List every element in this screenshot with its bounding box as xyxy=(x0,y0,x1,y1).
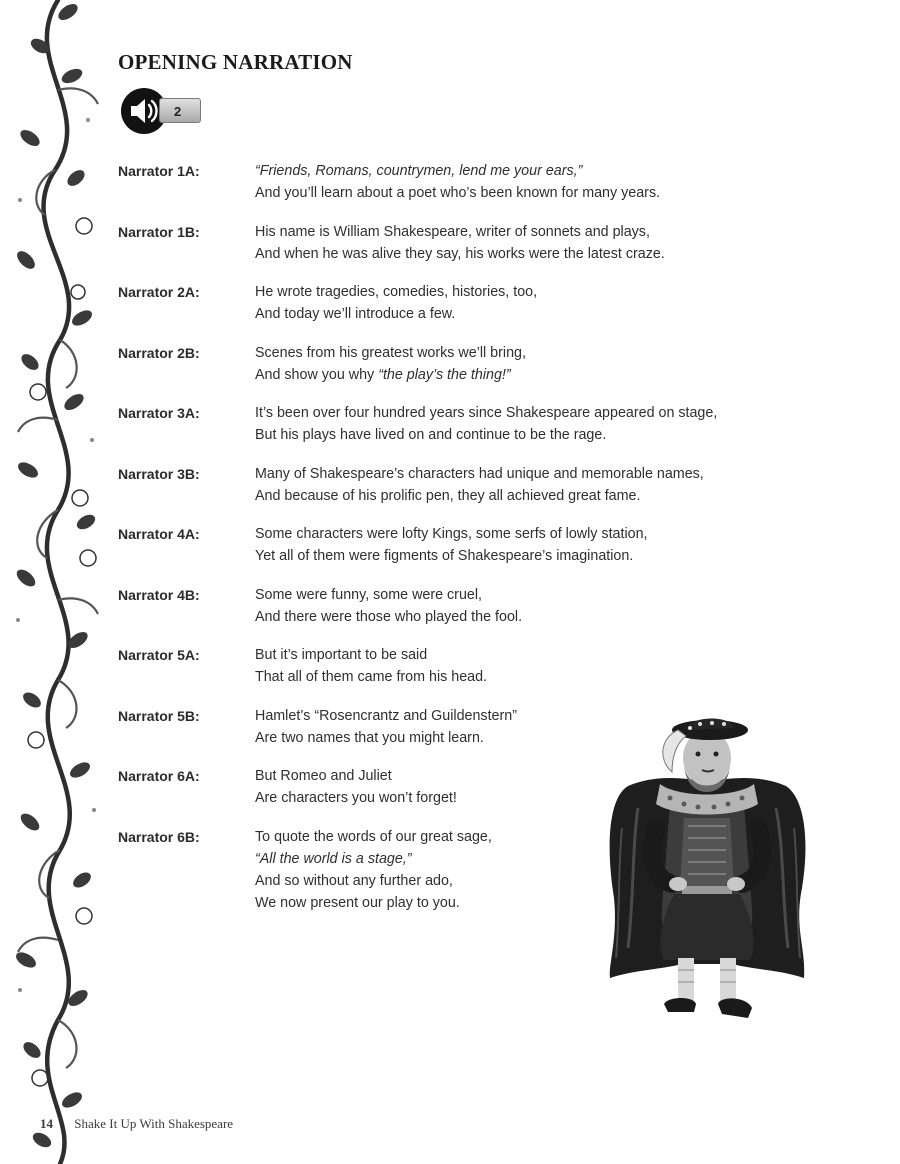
narration-line-text: Yet all of them were figments of Shakespeare’s imagination. xyxy=(255,548,634,564)
page-footer xyxy=(40,1116,233,1132)
narration-line-text: Are characters you won’t forget! xyxy=(255,790,457,806)
narration-line-text: We now present our play to you. xyxy=(255,895,460,911)
narration-line xyxy=(255,342,795,364)
narration-line-text: That all of them came from his head. xyxy=(255,669,488,685)
narration-lines xyxy=(255,463,795,507)
narration-line xyxy=(255,303,795,325)
narration-line xyxy=(255,485,795,507)
narration-line xyxy=(255,160,795,182)
narrator-label: Narrator 6A: xyxy=(118,768,200,784)
page-number: 14 xyxy=(40,1116,53,1131)
narration-line xyxy=(255,606,795,628)
audio-track-badge xyxy=(121,88,203,134)
narration-lines xyxy=(255,160,795,204)
narration-line xyxy=(255,666,795,688)
narrator-label: Narrator 3A: xyxy=(118,405,200,421)
narrator-label: Narrator 5B: xyxy=(118,708,200,724)
narration-line-text: “Friends, Romans, countrymen, lend me your ears,” xyxy=(255,163,583,179)
narrator-label: Narrator 3B: xyxy=(118,466,200,482)
narrator-label: Narrator 2B: xyxy=(118,345,200,361)
book-title: Shake It Up With Shakespeare xyxy=(74,1116,234,1131)
narration-line xyxy=(255,644,795,666)
narration-line-text: It’s been over four hundred years since Shakespeare appeared on stage, xyxy=(255,405,718,421)
narration-line-text: And there were those who played the fool. xyxy=(255,609,523,625)
vine-border-decoration xyxy=(0,0,115,1164)
king-henry-illustration xyxy=(598,708,816,1026)
narration-line xyxy=(255,545,795,567)
narration-lines xyxy=(255,342,795,386)
narration-line xyxy=(255,243,795,265)
narrator-label: Narrator 2A: xyxy=(118,284,200,300)
narration-line-text: But his plays have lived on and continue to be the rage. xyxy=(255,427,607,443)
narration-line-text: And show you why xyxy=(255,367,379,383)
narration-line-text: To quote the words of our great sage, xyxy=(255,829,492,845)
narration-line-text: “All the world is a stage,” xyxy=(255,851,412,867)
narration-line-text: And you’ll learn about a poet who’s been known for many years. xyxy=(255,185,661,201)
narration-lines xyxy=(255,644,795,688)
narration-lines xyxy=(255,402,795,446)
narration-line-text: But Romeo and Juliet xyxy=(255,768,392,784)
narration-line xyxy=(255,523,795,545)
narrator-label: Narrator 6B: xyxy=(118,829,200,845)
narration-line xyxy=(255,364,795,386)
page-title: OPENING NARRATION xyxy=(118,50,353,74)
track-number: 2 xyxy=(159,98,201,123)
narration-lines xyxy=(255,523,795,567)
narration-line-text: And today we’ll introduce a few. xyxy=(255,306,456,322)
narration-line xyxy=(255,221,795,243)
narrator-label: Narrator 4B: xyxy=(118,587,200,603)
narration-line-text: Some characters were lofty Kings, some serfs of lowly station, xyxy=(255,526,648,542)
narration-lines xyxy=(255,281,795,325)
narration-line-text: And so without any further ado, xyxy=(255,873,453,889)
narration-line xyxy=(255,182,795,204)
narration-lines xyxy=(255,221,795,265)
narrator-label: Narrator 1A: xyxy=(118,163,200,179)
narration-line-text: And because of his prolific pen, they all achieved great fame. xyxy=(255,488,641,504)
narration-line xyxy=(255,402,795,424)
narration-line xyxy=(255,463,795,485)
narration-line-text: He wrote tragedies, comedies, histories, too, xyxy=(255,284,538,300)
narration-line-text: Some were funny, some were cruel, xyxy=(255,587,482,603)
narration-line xyxy=(255,281,795,303)
narration-line-text: But it’s important to be said xyxy=(255,647,428,663)
narration-line-text: Scenes from his greatest works we’ll bring, xyxy=(255,345,526,361)
narration-line-text: Are two names that you might learn. xyxy=(255,730,484,746)
narrator-label: Narrator 4A: xyxy=(118,526,200,542)
narration-line-text: His name is William Shakespeare, writer of sonnets and plays, xyxy=(255,224,650,240)
narration-line-text: Hamlet’s “Rosencrantz and Guildenstern” xyxy=(255,708,517,724)
narration-line xyxy=(255,424,795,446)
narration-line xyxy=(255,584,795,606)
narrator-label: Narrator 1B: xyxy=(118,224,200,240)
narrator-label: Narrator 5A: xyxy=(118,647,200,663)
narration-line-quote: “the play’s the thing!” xyxy=(378,367,511,383)
narration-lines xyxy=(255,584,795,628)
narration-line-text: And when he was alive they say, his works were the latest craze. xyxy=(255,246,665,262)
narration-line-text: Many of Shakespeare’s characters had unique and memorable names, xyxy=(255,466,704,482)
